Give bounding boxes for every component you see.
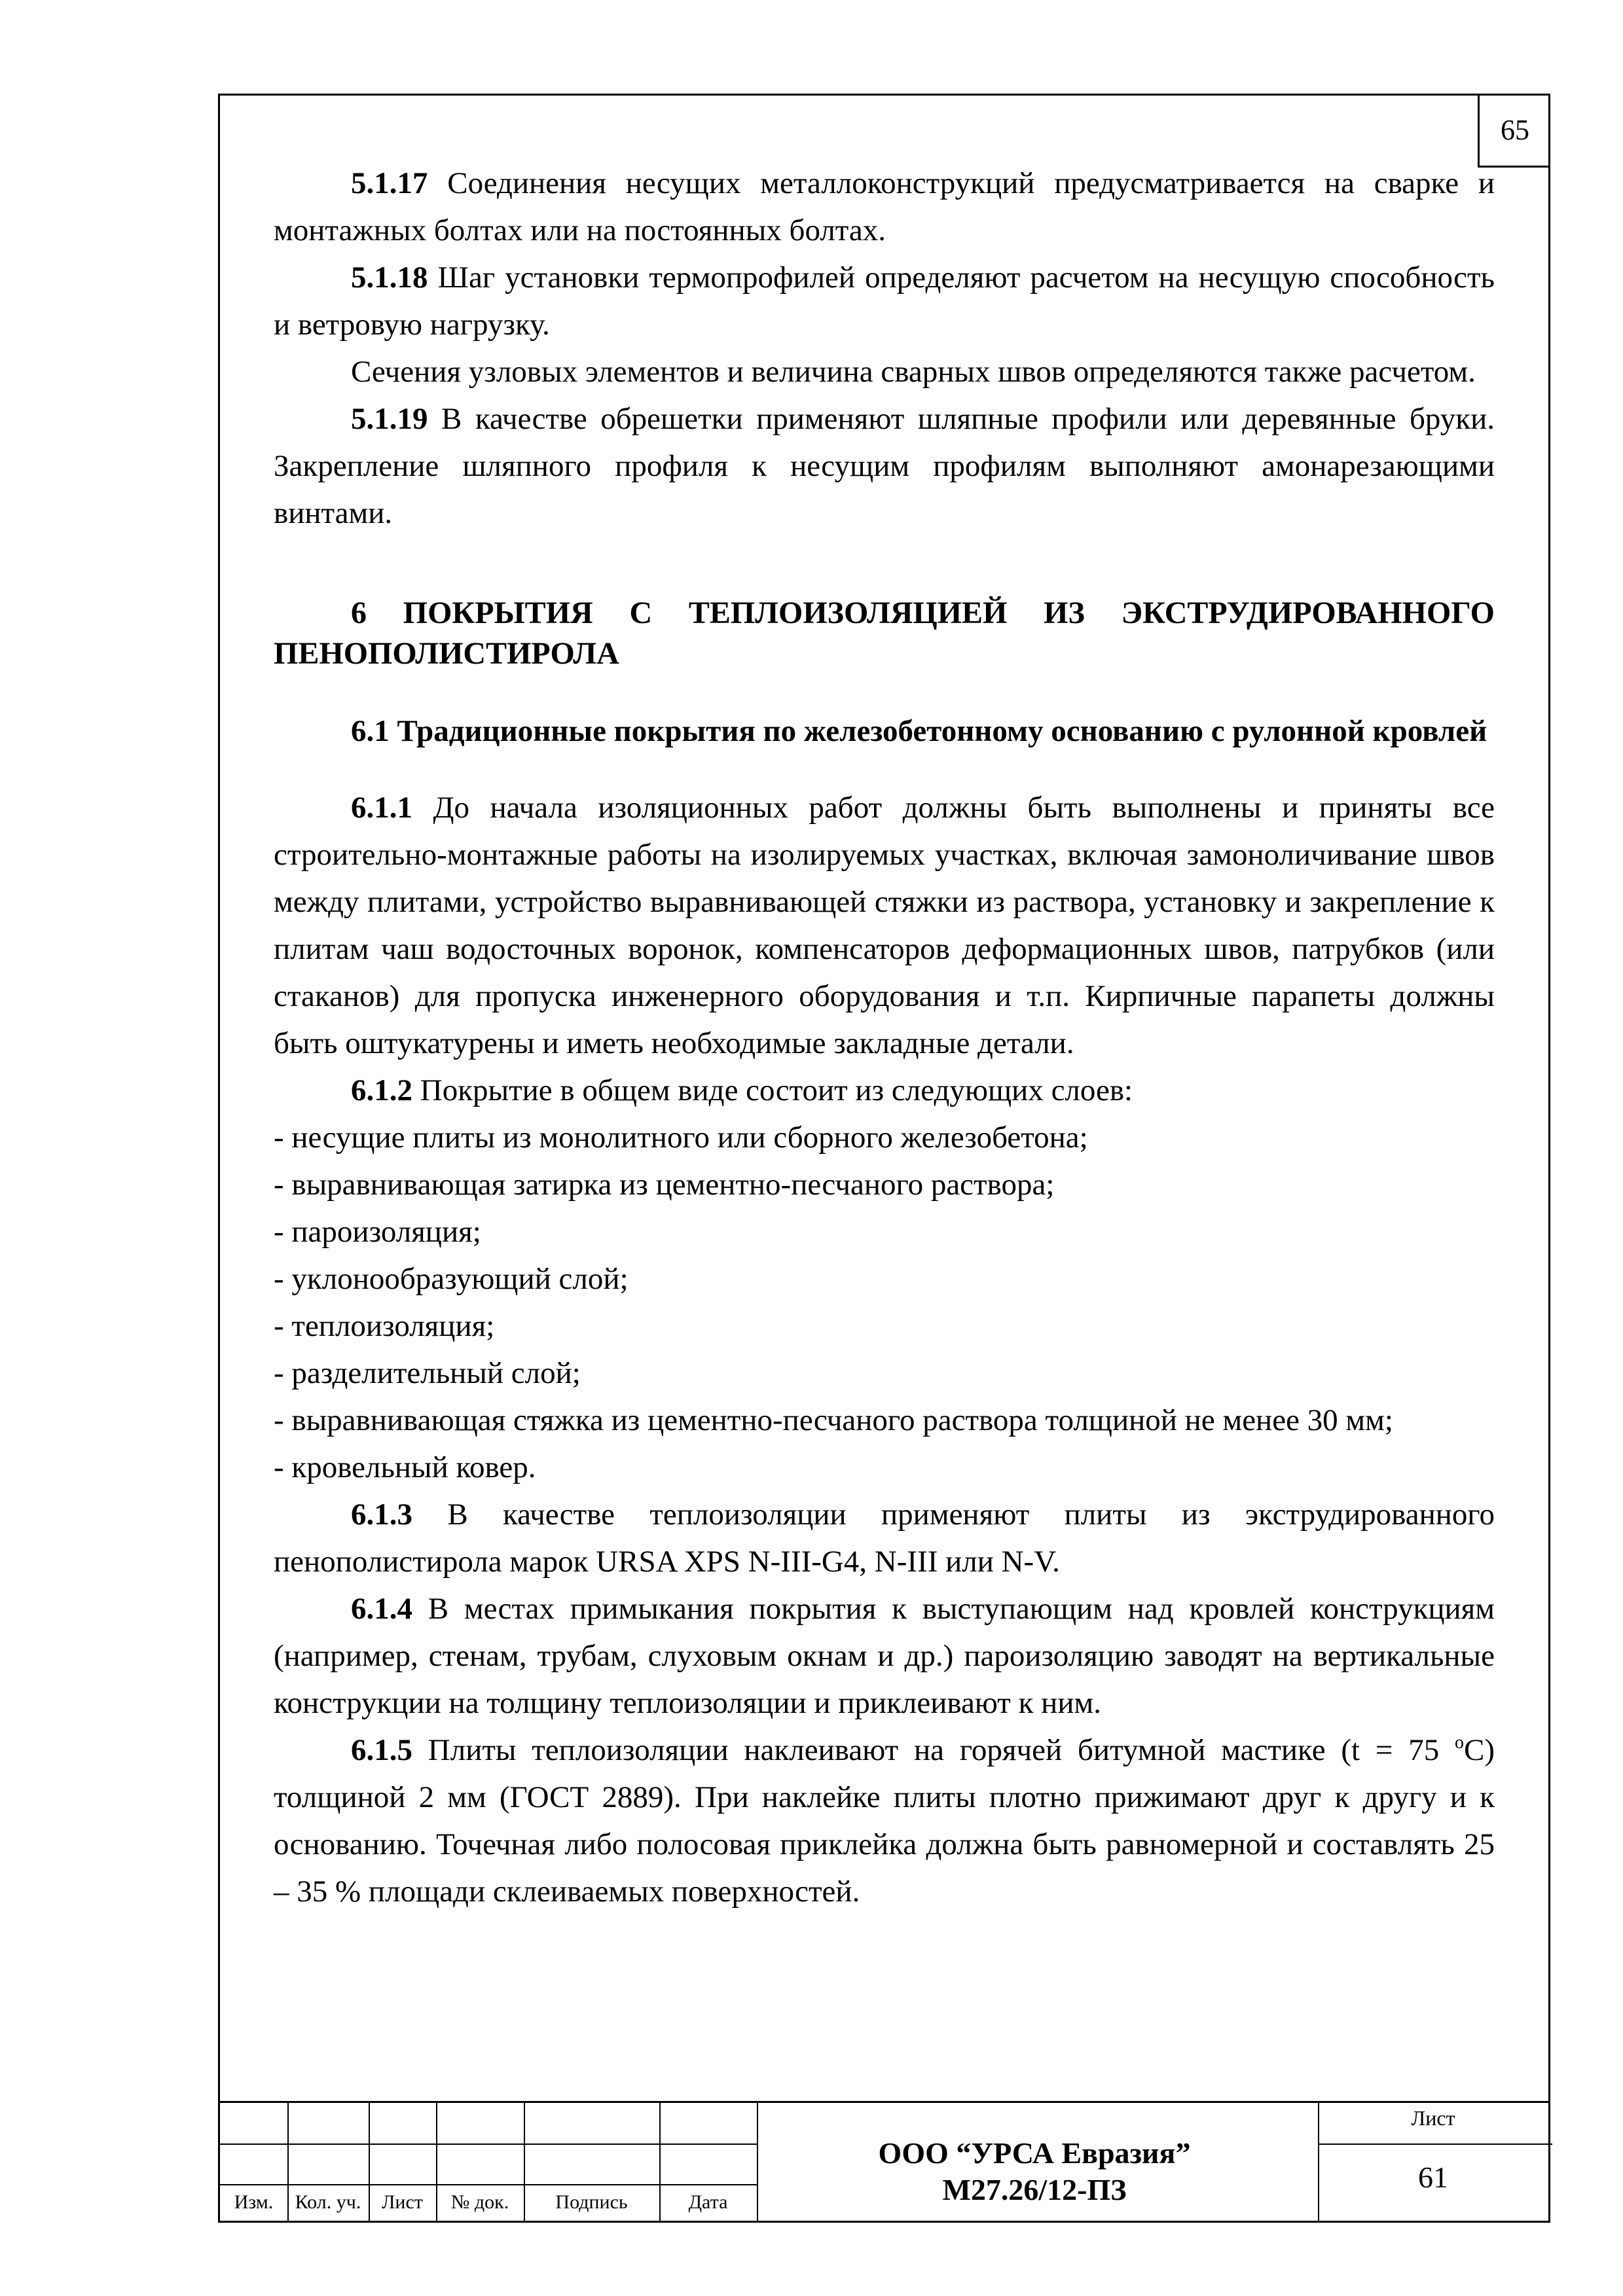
subsection-6-1-heading: 6.1 Традиционные покрытия по железобетонному основанию с рулонной кровлей	[351, 714, 1487, 748]
sheet-label: Лист	[1411, 2106, 1455, 2130]
title-block-rule	[220, 2144, 757, 2145]
title-block-divider	[757, 2103, 758, 2221]
paragraph-6-1-5: 6.1.5 Плиты теплоизоляции наклеивают на горячей битумной мастике (t = 75 $^o$С) толщиной 2 мм (ГОСТ 2889). При наклейке плиты плотно прижимают друг к другу и к основанию. Точечная либо полосовая приклейка должна быть равномерной и составлять 25 – 35 % площади склеиваемых поверхностей.	[274, 1732, 1495, 1909]
list-item: - кровельный ковер.	[274, 1450, 536, 1484]
col-label-sheet: Лист	[382, 2191, 423, 2213]
paragraph-5-1-18-extra: Сечения узловых элементов и величина сварных швов определяются также расчетом.	[351, 355, 1476, 389]
paragraph-5-1-17: 5.1.17 Соединения несущих металлоконструкций предусматривается на сварке и монтажных болтах или на постоянных болтах.	[274, 166, 1495, 247]
paragraph-6-1-1: 6.1.1 До начала изоляционных работ должны быть выполнены и приняты все строительно-монтажные работы на изолируемых участках, включая замоноличивание швов между плитами, устройство выравнивающей стяжки из раствора, установку и закрепление к плитам чаш водосточных воронок, компенсаторов деформационных швов, патрубков (или стаканов) для пропуска инженерного оборудования и т.п. Кирпичные парапеты должны быть оштукатурены и иметь необходимые закладные детали.	[274, 791, 1495, 1060]
paragraph-5-1-18: 5.1.18 Шаг установки термопрофилей определяют расчетом на несущую способность и ветровую нагрузку.	[274, 260, 1495, 342]
sheet-number: 61	[1418, 2161, 1448, 2194]
list-item: - пароизоляция;	[274, 1215, 481, 1249]
col-label-doc-number: № док.	[450, 2191, 509, 2213]
paragraph-6-1-4: 6.1.4 В местах примыкания покрытия к выступающим над кровлей конструкциям (например, стенам, трубам, слуховым окнам и др.) пароизоляцию заводят на вертикальные конструкции на толщину теплоизоляции и приклеивают к ним.	[274, 1592, 1495, 1720]
paragraph-5-1-19: 5.1.19 В качестве обрешетки применяют шляпные профили или деревянные бруки. Закрепление шляпного профиля к несущим профилям выполняют амонарезающими винтами.	[274, 402, 1495, 530]
organization-name: ООО “УРСА Евразия” М27.26/12-ПЗ	[759, 2135, 1309, 2208]
list-item: - выравнивающая стяжка из цементно-песчаного раствора толщиной не менее 30 мм;	[274, 1403, 1393, 1437]
list-item: - выравнивающая затирка из цементно-песчаного раствора;	[274, 1168, 1055, 1202]
list-item: - теплоизоляция;	[274, 1309, 495, 1343]
page-number: 65	[1478, 94, 1550, 168]
col-label-signature: Подпись	[555, 2191, 628, 2213]
list-item: - разделительный слой;	[274, 1356, 581, 1390]
col-label-change: Изм.	[234, 2191, 274, 2213]
list-item: - уклонообразующий слой;	[274, 1262, 629, 1296]
document-body	[274, 160, 1495, 1915]
paragraph-6-1-2: 6.1.2 Покрытие в общем виде состоит из следующих слоев:	[351, 1073, 1133, 1107]
title-block-rule	[220, 2184, 757, 2185]
document-code: М27.26/12-ПЗ	[942, 2173, 1127, 2206]
list-item: - несущие плиты из монолитного или сборного железобетона;	[274, 1121, 1088, 1155]
title-block-rule	[1318, 2144, 1552, 2145]
col-label-date: Дата	[688, 2191, 728, 2213]
paragraph-6-1-3: 6.1.3 В качестве теплоизоляции применяют плиты из экструдированного пенополистирола марок URSA XPS N-III-G4, N-III или N-V.	[274, 1498, 1495, 1579]
col-label-count: Кол. уч.	[295, 2191, 361, 2213]
section-6-heading: 6 ПОКРЫТИЯ С ТЕПЛОИЗОЛЯЦИЕЙ ИЗ ЭКСТРУДИРОВАННОГО ПЕНОПОЛИСТИРОЛА	[274, 596, 1495, 671]
